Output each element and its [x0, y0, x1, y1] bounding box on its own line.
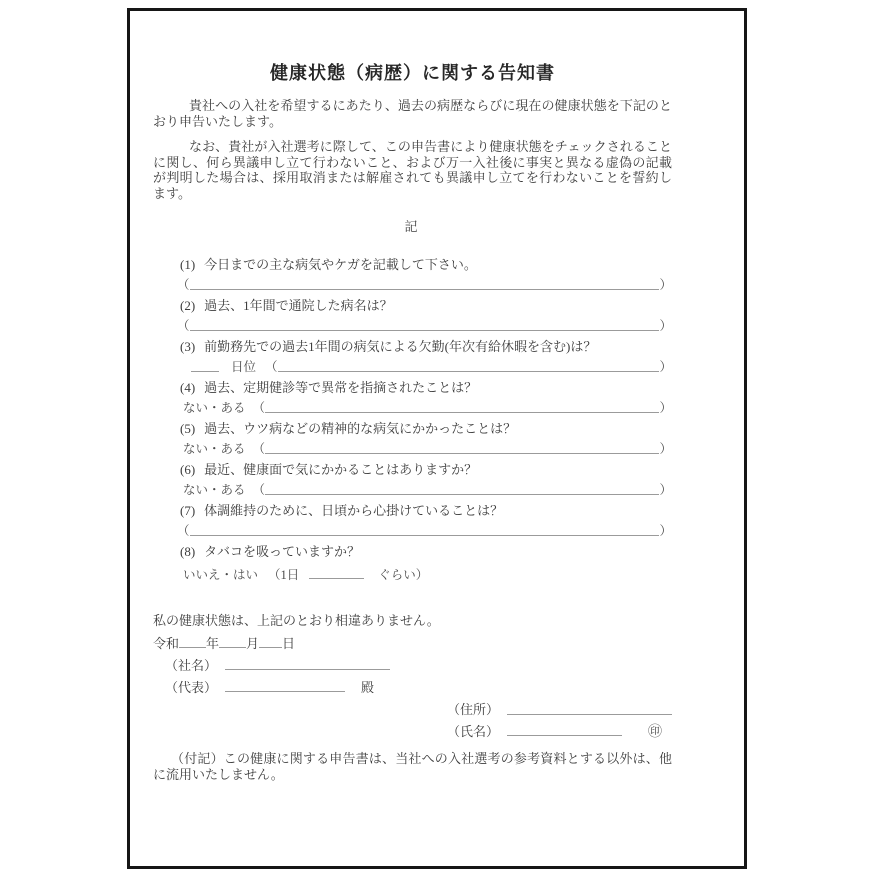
- choice-label: ない・ある: [183, 482, 246, 497]
- year-label: 年: [206, 636, 220, 651]
- paren-open: （: [177, 318, 190, 333]
- question-block-8: [153, 544, 672, 583]
- days-blank-line: [191, 360, 219, 372]
- name-blank-line: [507, 724, 622, 736]
- answer-line: [177, 319, 672, 335]
- question-block-1: [153, 257, 672, 293]
- question-text: [180, 421, 672, 437]
- question-text: [180, 462, 672, 478]
- question-label: 今日までの主な病気やケガを記載して下さい。: [204, 257, 477, 272]
- question-number: (5): [180, 421, 196, 436]
- paren-open: （: [252, 482, 266, 497]
- name-line: [447, 724, 672, 741]
- answer-blank-line: [278, 371, 660, 372]
- question-text: [180, 503, 672, 519]
- paren-close: ）: [659, 359, 672, 374]
- name-label: （氏名）: [447, 724, 500, 739]
- seal-mark-icon: ㊞: [648, 725, 663, 740]
- day-blank-line: [259, 636, 282, 648]
- question-text: [180, 544, 672, 560]
- record-marker: 記: [404, 219, 421, 234]
- address-label: （住所）: [447, 702, 500, 717]
- question-label: タバコを吸っていますか？: [204, 544, 361, 559]
- company-label: （社名）: [165, 658, 218, 673]
- question-label: 前勤務先での過去1年間の病気による欠勤(年次有給休暇を含む)は？: [204, 339, 597, 354]
- affirmation-text: 私の健康状態は、上記のとおり相違ありません。: [153, 613, 440, 628]
- per-day-label: （1日: [268, 567, 300, 582]
- date-line: [153, 636, 672, 652]
- per-day-suffix: ぐらい）: [378, 567, 429, 582]
- answer-blank-line: [190, 289, 660, 290]
- answer-line: [191, 360, 672, 376]
- answer-blank-line: [190, 535, 660, 536]
- choice-label: ない・ある: [183, 441, 246, 456]
- answer-line: [177, 278, 672, 294]
- representative-blank-line: [225, 680, 345, 692]
- answer-blank-line: [190, 330, 660, 331]
- cigarette-count-blank-line: [309, 567, 364, 579]
- representative-line: [165, 680, 672, 696]
- question-block-4: [153, 380, 672, 416]
- question-number: (8): [180, 544, 196, 559]
- honorific-label: 殿: [361, 680, 375, 695]
- question-block-6: [153, 462, 672, 498]
- postscript-text: （付記）この健康に関する申告書は、当社への入社選考の参考資料とする以外は、他に流用いたしません。: [153, 751, 672, 782]
- question-block-2: [153, 298, 672, 334]
- answer-line: [183, 483, 672, 499]
- address-line: [447, 702, 672, 718]
- question-number: (3): [180, 339, 196, 354]
- paren-close: ）: [659, 523, 672, 538]
- question-number: (4): [180, 380, 196, 395]
- question-label: 最近、健康面で気にかかることはありますか？: [204, 462, 478, 477]
- answer-line: [183, 401, 672, 417]
- choice-label: いいえ・はい: [183, 567, 259, 582]
- document-page: [127, 8, 747, 869]
- question-block-5: [153, 421, 672, 457]
- question-number: (1): [180, 257, 196, 272]
- pledge-paragraph: なお、貴社が入社選考に際して、この申告書により健康状態をチェックされることに関し、何ら異議申し立て行わないこと、および万一入社後に事実と異なる虚偽の記載が判明した場合は、採用取消または解雇されても異議申し立てを行わないことを誓約します。: [153, 139, 672, 201]
- paren-open: （: [177, 277, 190, 292]
- address-blank-line: [507, 714, 672, 715]
- question-label: 過去、定期健診等で異常を指摘されたことは？: [204, 380, 478, 395]
- question-block-7: [153, 503, 672, 539]
- page-title: 健康状態（病歴）に関する告知書: [270, 63, 555, 83]
- question-label: 過去、1年間で通院した病名は？: [204, 298, 393, 313]
- question-text: [180, 257, 672, 273]
- question-number: (7): [180, 503, 196, 518]
- unit-label: 日位: [231, 359, 257, 374]
- month-blank-line: [219, 636, 246, 648]
- paren-close: ）: [659, 318, 672, 333]
- representative-label: （代表）: [165, 680, 218, 695]
- company-line: [165, 658, 672, 674]
- answer-line: [183, 442, 672, 458]
- paren-close: ）: [659, 441, 672, 456]
- paren-close: ）: [659, 400, 672, 415]
- paren-close: ）: [659, 482, 672, 497]
- era-label: 令和: [153, 636, 180, 651]
- paren-open: （: [252, 400, 266, 415]
- question-number: (6): [180, 462, 196, 477]
- question-label: 過去、ウツ病などの精神的な病気にかかったことは？: [204, 421, 517, 436]
- question-text: [180, 380, 672, 396]
- question-text: [180, 298, 672, 314]
- answer-blank-line: [265, 412, 659, 413]
- signature-block: [447, 702, 672, 741]
- answer-blank-line: [265, 494, 659, 495]
- paren-open: （: [265, 359, 278, 374]
- answer-line: [183, 567, 672, 584]
- intro-paragraph: 貴社への入社を希望するにあたり、過去の病歴ならびに現在の健康状態を下記のとおり申告いたします。: [153, 98, 672, 129]
- year-blank-line: [179, 636, 206, 648]
- question-text: [180, 339, 672, 355]
- company-blank-line: [225, 658, 390, 670]
- month-label: 月: [246, 636, 260, 651]
- question-number: (2): [180, 298, 196, 313]
- question-label: 体調維持のために、日頃から心掛けていることは？: [204, 503, 504, 518]
- answer-blank-line: [265, 453, 659, 454]
- paren-open: （: [177, 523, 190, 538]
- answer-line: [177, 524, 672, 540]
- paren-close: ）: [659, 277, 672, 292]
- choice-label: ない・ある: [183, 400, 246, 415]
- question-block-3: [153, 339, 672, 375]
- day-label: 日: [282, 636, 296, 651]
- paren-open: （: [252, 441, 266, 456]
